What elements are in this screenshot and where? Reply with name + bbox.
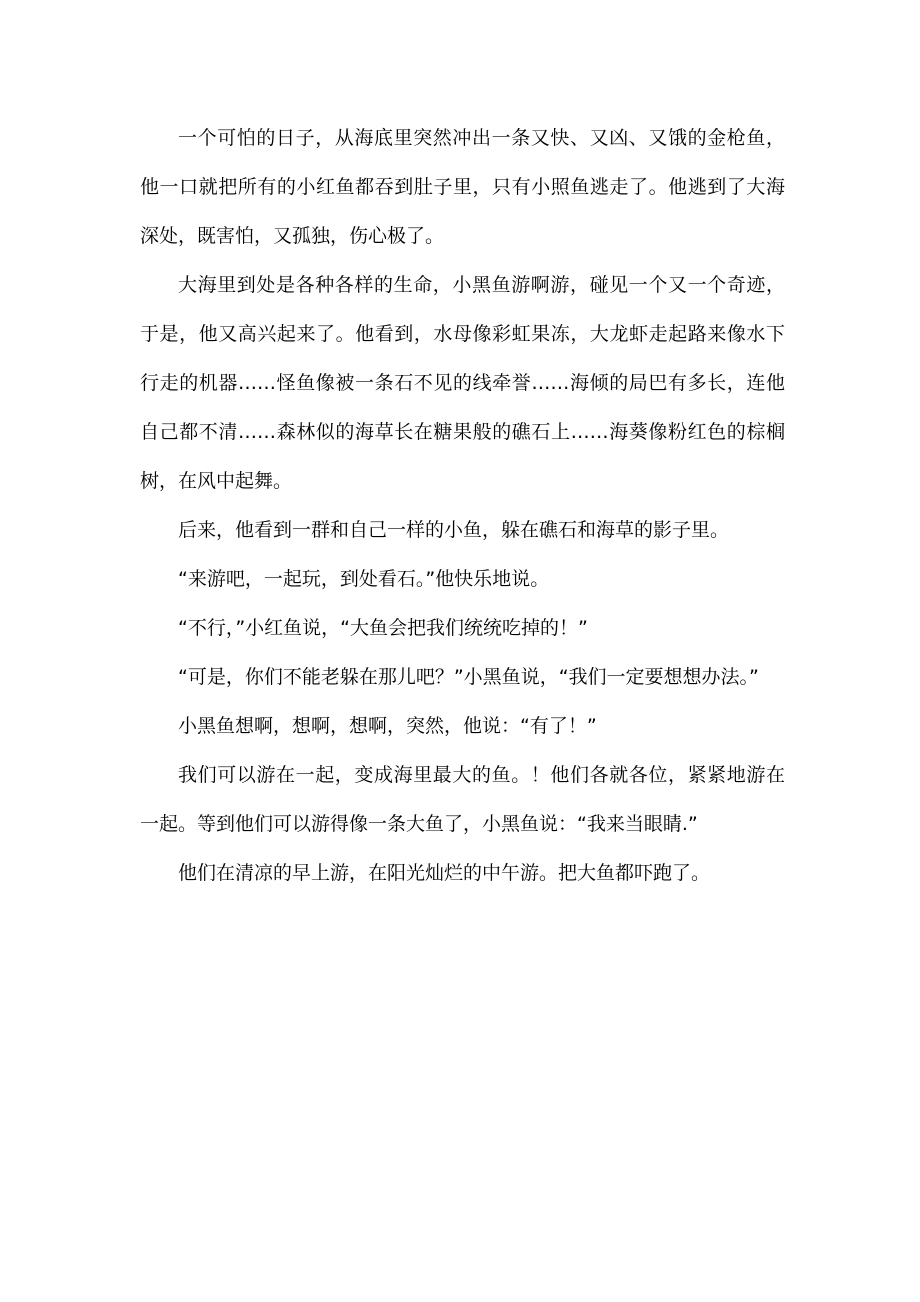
paragraph-3: 后来，他看到一群和自己一样的小鱼，躲在礁石和海草的影子里。 xyxy=(178,519,730,541)
paragraph-8: 我们可以游在一起，变成海里最大的鱼。！他们各就各位，紧紧地游在一起。等到他们可以游得像一条大鱼了，小黑鱼说：“我来当眼睛.” xyxy=(140,764,785,835)
paragraph-4: “来游吧，一起玩，到处看石。”他快乐地说。 xyxy=(178,568,550,590)
paragraph-2: 大海里到处是各种各样的生命，小黑鱼游啊游，碰见一个又一个奇迹，于是，他又高兴起来了。他看到，水母像彩虹果冻，大龙虾走起路来像水下行走的机器……怪鱼像被一条石不见的线牵誉……海倾的局巴有多长，连他自己都不清……森林似的海草长在糖果般的礁石上……海葵像粉红色的棕榈树，在风中起舞。 xyxy=(140,274,785,492)
paragraph-9: 他们在清凉的早上游，在阳光灿烂的中午游。把大鱼都吓跑了。 xyxy=(178,862,711,884)
paragraph-6: “可是，你们不能老躲在那儿吧？”小黑鱼说，“我们一定要想想办法。” xyxy=(178,666,759,688)
paragraph-1: 一个可怕的日子，从海底里突然冲出一条又快、又凶、又饿的金枪鱼，他一口就把所有的小红鱼都吞到肚子里，只有小照鱼逃走了。他逃到了大海深处，既害怕，又孤独，伤心极了。 xyxy=(140,127,785,247)
paragraph-7: 小黑鱼想啊，想啊，想啊，突然，他说：“有了！” xyxy=(178,715,597,737)
document-page xyxy=(140,114,785,898)
paragraph-5: “不行，”小红鱼说，“大鱼会把我们统统吃掉的！” xyxy=(178,617,588,639)
